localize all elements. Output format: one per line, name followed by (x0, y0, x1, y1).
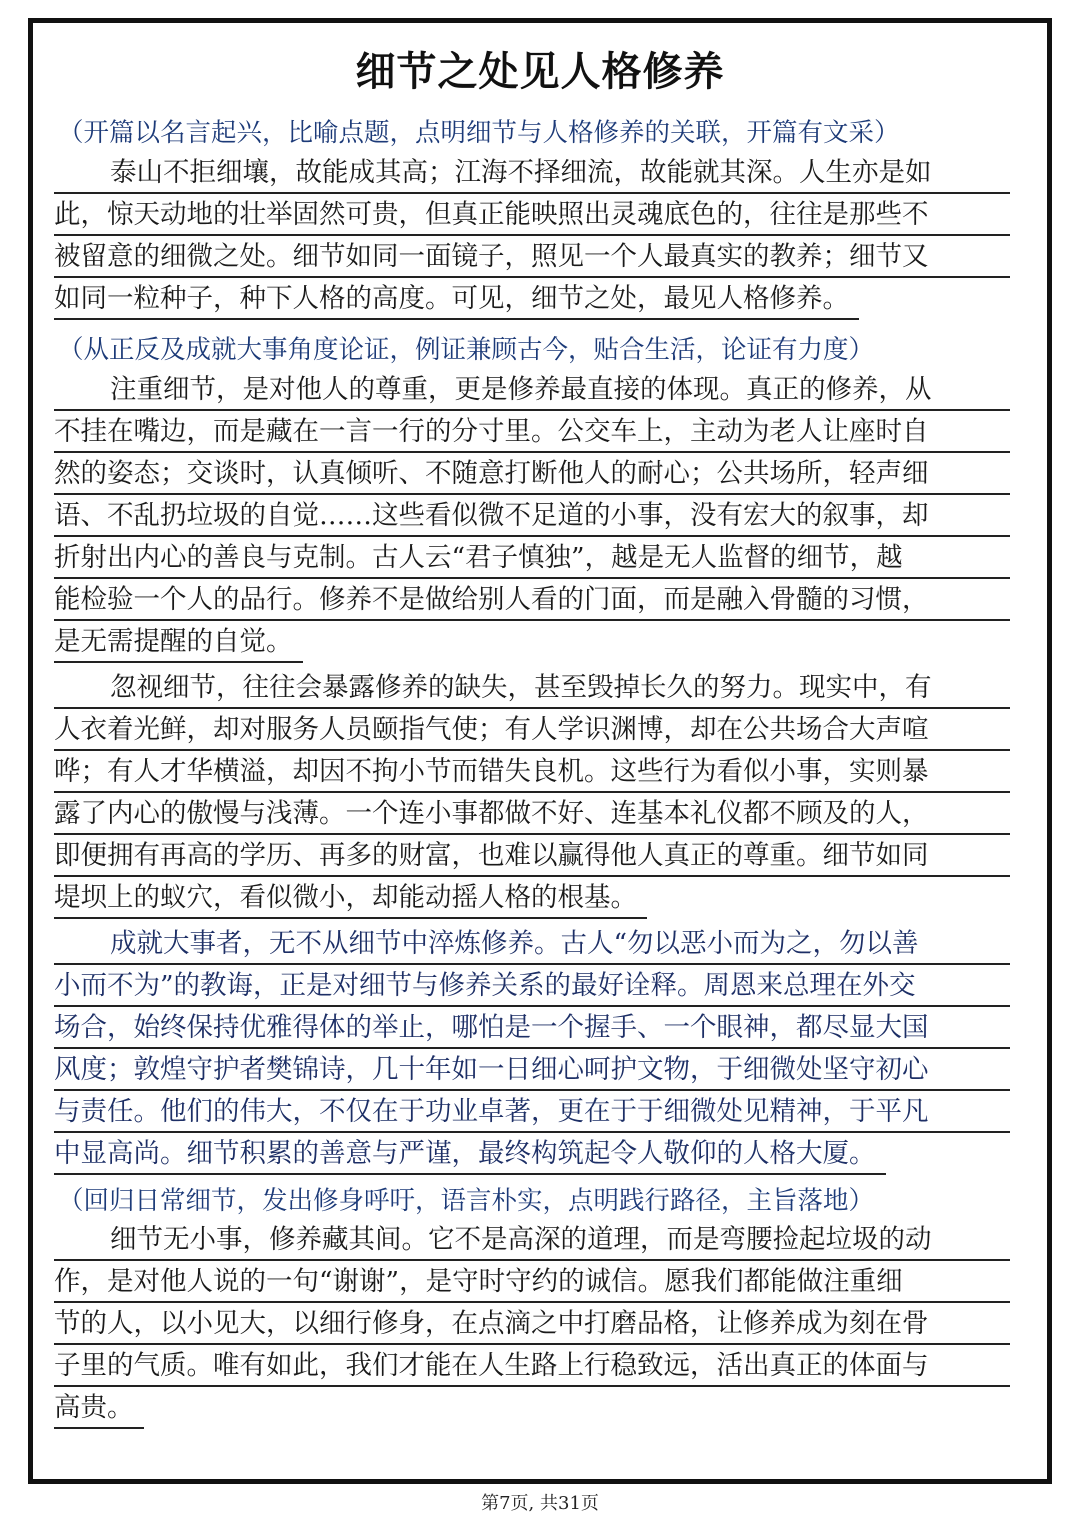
paragraph-3-line: 堤坝上的蚁穴，看似微小，却能动摇人格的根基。 (54, 880, 647, 919)
annotation-conclusion: （回归日常细节，发出修身呼吁，语言朴实，点明践行路径，主旨落地） (58, 1186, 875, 1216)
paragraph-2-line: 语、不乱扔垃圾的自觉……这些看似微不足道的小事，没有宏大的叙事，却 (54, 498, 1010, 537)
paragraph-4-line: 中显高尚。细节积累的善意与严谨，最终构筑起令人敬仰的人格大厦。 (54, 1136, 886, 1175)
paragraph-5-line: 高贵。 (54, 1390, 144, 1429)
paragraph-5-line: 细节无小事，修养藏其间。它不是高深的道理，而是弯腰捡起垃圾的动 (54, 1222, 1010, 1261)
paragraph-1-line: 被留意的细微之处。细节如同一面镜子，照见一个人最真实的教养；细节又 (54, 239, 1010, 278)
paragraph-3-line: 忽视细节，往往会暴露修养的缺失，甚至毁掉长久的努力。现实中，有 (54, 670, 1010, 709)
paragraph-2-line: 不挂在嘴边，而是藏在一言一行的分寸里。公交车上，主动为老人让座时自 (54, 414, 1010, 453)
paragraph-4-line: 成就大事者，无不从细节中淬炼修养。古人“勿以恶小而为之，勿以善 (54, 926, 1010, 965)
paragraph-3-line: 露了内心的傲慢与浅薄。一个连小事都做不好、连基本礼仪都不顾及的人， (54, 796, 1010, 835)
paragraph-1-line: 此，惊天动地的壮举固然可贵，但真正能映照出灵魂底色的，往往是那些不 (54, 197, 1010, 236)
essay-title: 细节之处见人格修养 (355, 49, 725, 95)
page-number: 第7页, 共31页 (481, 1493, 599, 1514)
paragraph-2-line: 是无需提醒的自觉。 (54, 624, 303, 663)
paragraph-5-line: 子里的气质。唯有如此，我们才能在人生路上行稳致远，活出真正的体面与 (54, 1348, 1010, 1387)
paragraph-3-line: 即便拥有再高的学历、再多的财富，也难以赢得他人真正的尊重。细节如同 (54, 838, 1010, 877)
paragraph-3-line: 哗；有人才华横溢，却因不拘小节而错失良机。这些行为看似小事，实则暴 (54, 754, 1010, 793)
paragraph-4-line: 小而不为”的教诲，正是对细节与修养关系的最好诠释。周恩来总理在外交 (54, 968, 1010, 1007)
paragraph-4-line: 风度；敦煌守护者樊锦诗，几十年如一日细心呵护文物，于细微处坚守初心 (54, 1052, 1010, 1091)
paragraph-5-line: 节的人，以小见大，以细行修身，在点滴之中打磨品格，让修养成为刻在骨 (54, 1306, 1010, 1345)
paragraph-5-line: 作，是对他人说的一句“谢谢”，是守时守约的诚信。愿我们都能做注重细 (54, 1264, 1010, 1303)
paragraph-1-line: 如同一粒种子，种下人格的高度。可见，细节之处，最见人格修养。 (54, 281, 859, 320)
paragraph-2-line: 能检验一个人的品行。修养不是做给别人看的门面，而是融入骨髓的习惯， (54, 582, 1010, 621)
paragraph-1-line: 泰山不拒细壤，故能成其高；江海不择细流，故能就其深。人生亦是如 (54, 155, 1010, 194)
paragraph-2-line: 然的姿态；交谈时，认真倾听、不随意打断他人的耐心；公共场所，轻声细 (54, 456, 1010, 495)
paragraph-3-line: 人衣着光鲜，却对服务人员颐指气使；有人学识渊博，却在公共场合大声喧 (54, 712, 1010, 751)
annotation-intro: （开篇以名言起兴，比喻点题，点明细节与人格修养的关联，开篇有文采） (58, 118, 900, 148)
paragraph-4-line: 场合，始终保持优雅得体的举止，哪怕是一个握手、一个眼神，都尽显大国 (54, 1010, 1010, 1049)
annotation-body: （从正反及成就大事角度论证，例证兼顾古今，贴合生活，论证有力度） (58, 335, 875, 365)
paragraph-4-line: 与责任。他们的伟大，不仅在于功业卓著，更在于于细微处见精神，于平凡 (54, 1094, 1010, 1133)
paragraph-2-line: 注重细节，是对他人的尊重，更是修养最直接的体现。真正的修养，从 (54, 372, 1010, 411)
paragraph-2-line: 折射出内心的善良与克制。古人云“君子慎独”，越是无人监督的细节，越 (54, 540, 1010, 579)
